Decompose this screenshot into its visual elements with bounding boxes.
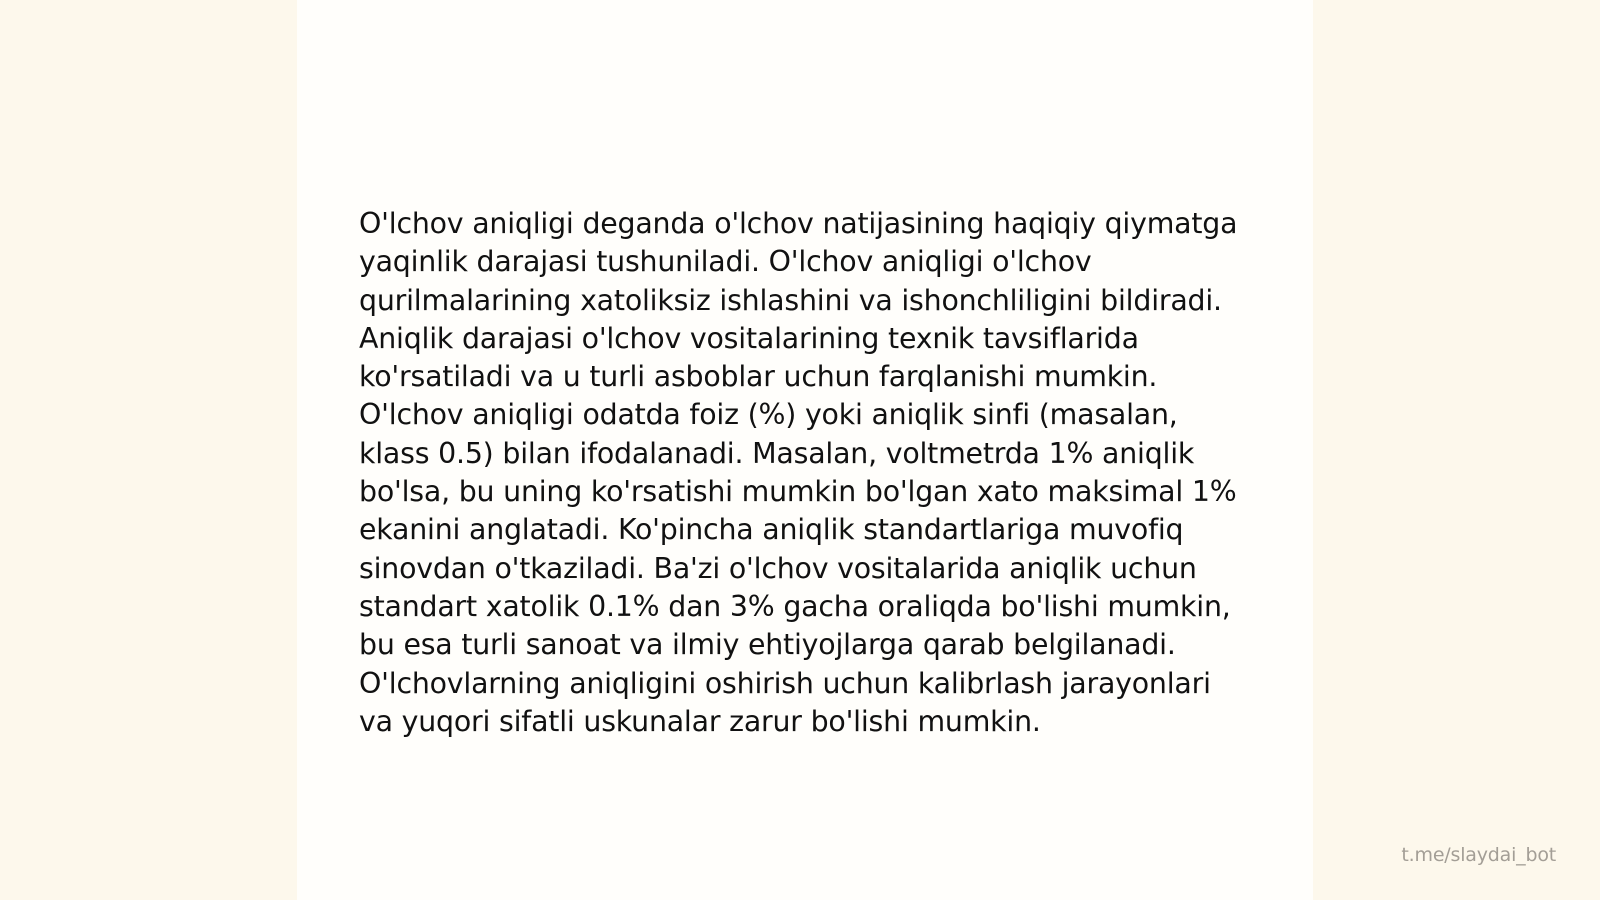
watermark-link: t.me/slaydai_bot	[1401, 844, 1556, 866]
slide-body-text: O'lchov aniqligi deganda o'lchov natijasining haqiqiy qiymatga yaqinlik darajasi tushuniladi. O'lchov aniqligi o'lchov qurilmalarining xatoliksiz ishlashini va ishonchliligini bildiradi. Aniqlik darajasi o'lchov vositalarining texnik tavsiflarida ko'rsatiladi va u turli asboblar uchun farqlanishi mumkin. O'lchov aniqligi odatda foiz (%) yoki aniqlik sinfi (masalan, klass 0.5) bilan ifodalanadi. Masalan, voltmetrda 1% aniqlik bo'lsa, bu uning ko'rsatishi mumkin bo'lgan xato maksimal 1% ekanini anglatadi. Ko'pincha aniqlik standartlariga muvofiq sinovdan o'tkaziladi. Ba'zi o'lchov vositalarida aniqlik uchun standart xatolik 0.1% dan 3% gacha oraliqda bo'lishi mumkin, bu esa turli sanoat va ilmiy ehtiyojlarga qarab belgilanadi. O'lchovlarning aniqligini oshirish uchun kalibrlash jarayonlari va yuqori sifatli uskunalar zarur bo'lishi mumkin.	[359, 207, 1238, 738]
